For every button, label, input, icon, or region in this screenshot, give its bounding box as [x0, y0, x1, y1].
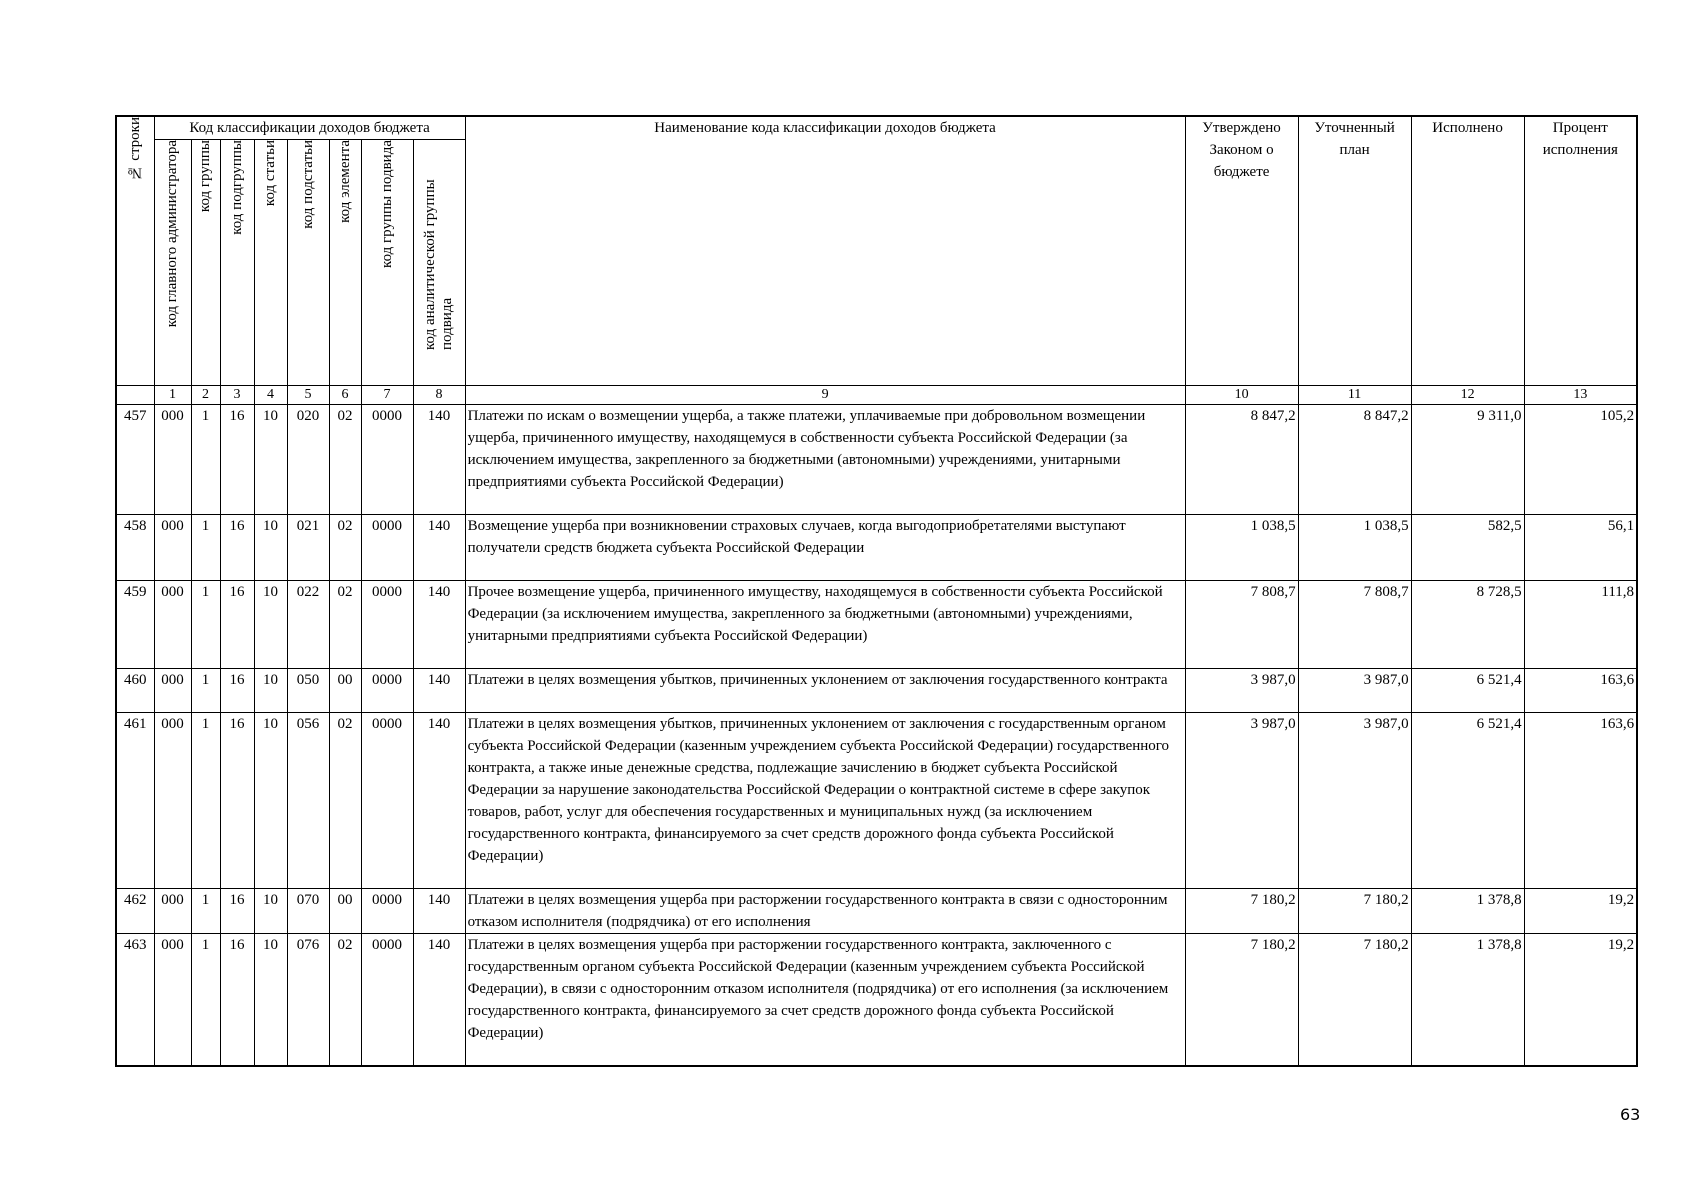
- executed-value: 1 378,8: [1411, 889, 1524, 934]
- admin-code: 000: [154, 889, 191, 934]
- percent-value: 56,1: [1524, 515, 1637, 581]
- column-number: 5: [287, 386, 329, 405]
- header-element-code: код элемента: [329, 140, 361, 386]
- group-code: 1: [191, 669, 220, 713]
- group-code: 1: [191, 515, 220, 581]
- analytic-group-code: 140: [413, 405, 465, 515]
- approved-value: 3 987,0: [1185, 669, 1298, 713]
- subtype-group-code: 0000: [361, 581, 413, 669]
- article-code: 10: [254, 515, 287, 581]
- column-number-row: [116, 386, 1637, 405]
- table-row: [116, 405, 1637, 515]
- column-number: 1: [154, 386, 191, 405]
- article-code: 10: [254, 889, 287, 934]
- subtype-group-code: 0000: [361, 405, 413, 515]
- group-code: 1: [191, 934, 220, 1066]
- article-code: 10: [254, 669, 287, 713]
- revenue-name: Платежи в целях возмещения ущерба при расторжении государственного контракта в связи с односторонним отказом исполнителя (подрядчика) от его исполнения: [465, 889, 1185, 934]
- table-row: [116, 515, 1637, 581]
- article-code: 10: [254, 934, 287, 1066]
- admin-code: 000: [154, 713, 191, 889]
- article-code: 10: [254, 581, 287, 669]
- table-row: [116, 713, 1637, 889]
- column-number: 3: [220, 386, 254, 405]
- admin-code: 000: [154, 515, 191, 581]
- analytic-group-code: 140: [413, 934, 465, 1066]
- refined-value: 3 987,0: [1298, 713, 1411, 889]
- revenue-name: Платежи в целях возмещения убытков, причиненных уклонением от заключения государственного контракта: [465, 669, 1185, 713]
- approved-value: 7 180,2: [1185, 889, 1298, 934]
- revenue-name: Платежи в целях возмещения ущерба при расторжении государственного контракта, заключенного с государственным органом субъекта Российской Федерации (казенным учреждением субъекта Российской Федерации), в связи с односторонним отказом исполнителя (подрядчика) от его исполнения (за исключением государственного контракта, финансируемого за счет средств дорожного фонда субъекта Российской Федерации): [465, 934, 1185, 1066]
- column-number: 12: [1411, 386, 1524, 405]
- analytic-group-code: 140: [413, 669, 465, 713]
- header-executed: Исполнено: [1411, 116, 1524, 386]
- approved-value: 3 987,0: [1185, 713, 1298, 889]
- row-number: 462: [116, 889, 154, 934]
- percent-value: 19,2: [1524, 889, 1637, 934]
- analytic-group-code: 140: [413, 515, 465, 581]
- subarticle-code: 021: [287, 515, 329, 581]
- column-number: 4: [254, 386, 287, 405]
- element-code: 02: [329, 405, 361, 515]
- column-number: 8: [413, 386, 465, 405]
- row-number: 463: [116, 934, 154, 1066]
- analytic-group-code: 140: [413, 713, 465, 889]
- group-code: 1: [191, 405, 220, 515]
- row-number: 459: [116, 581, 154, 669]
- header-name: Наименование кода классификации доходов бюджета: [465, 116, 1185, 386]
- column-number: 6: [329, 386, 361, 405]
- header-analytic-group-code: код аналитической группы подвида: [413, 140, 465, 386]
- row-number: 457: [116, 405, 154, 515]
- group-code: 1: [191, 581, 220, 669]
- subtype-group-code: 0000: [361, 889, 413, 934]
- subgroup-code: 16: [220, 581, 254, 669]
- table-row: [116, 889, 1637, 934]
- revenue-name: Платежи в целях возмещения убытков, причиненных уклонением от заключения с государственным органом субъекта Российской Федерации (казенным учреждением субъекта Российской Федерации) государственного контракта, а также иные денежные средства, подлежащие зачислению в бюджет субъекта Российской Федерации за нарушение законодательства Российской Федерации о контрактной системе в сфере закупок товаров, работ, услуг для обеспечения государственных и муниципальных нужд (за исключением государственного контракта, финансируемого за счет средств дорожного фонда субъекта Российской Федерации): [465, 713, 1185, 889]
- element-code: 02: [329, 515, 361, 581]
- subgroup-code: 16: [220, 713, 254, 889]
- revenue-name: Прочее возмещение ущерба, причиненного имуществу, находящемуся в собственности субъекта Российской Федерации (за исключением имущества, закрепленного за бюджетными (автономными) учреждениями, унитарными предприятиями субъекта Российской Федерации): [465, 581, 1185, 669]
- percent-value: 19,2: [1524, 934, 1637, 1066]
- header-percent: Процент исполнения: [1524, 116, 1637, 386]
- executed-value: 6 521,4: [1411, 669, 1524, 713]
- subtype-group-code: 0000: [361, 515, 413, 581]
- header-subtype-group-code: код группы подвида: [361, 140, 413, 386]
- admin-code: 000: [154, 581, 191, 669]
- subarticle-code: 070: [287, 889, 329, 934]
- subgroup-code: 16: [220, 405, 254, 515]
- refined-value: 8 847,2: [1298, 405, 1411, 515]
- header-group-code: код группы: [191, 140, 220, 386]
- element-code: 02: [329, 934, 361, 1066]
- approved-value: 1 038,5: [1185, 515, 1298, 581]
- revenue-table: [115, 115, 1638, 1067]
- subgroup-code: 16: [220, 669, 254, 713]
- analytic-group-code: 140: [413, 581, 465, 669]
- group-code: 1: [191, 889, 220, 934]
- percent-value: 105,2: [1524, 405, 1637, 515]
- column-number: 10: [1185, 386, 1298, 405]
- header-row-number: № строки: [116, 116, 154, 386]
- element-code: 00: [329, 889, 361, 934]
- approved-value: 7 180,2: [1185, 934, 1298, 1066]
- subarticle-code: 056: [287, 713, 329, 889]
- header-subgroup-code: код подгруппы: [220, 140, 254, 386]
- subgroup-code: 16: [220, 515, 254, 581]
- refined-value: 7 180,2: [1298, 934, 1411, 1066]
- subgroup-code: 16: [220, 889, 254, 934]
- column-number: 2: [191, 386, 220, 405]
- revenue-name: Возмещение ущерба при возникновении страховых случаев, когда выгодоприобретателями выступают получатели средств бюджета субъекта Российской Федерации: [465, 515, 1185, 581]
- subtype-group-code: 0000: [361, 934, 413, 1066]
- percent-value: 111,8: [1524, 581, 1637, 669]
- subarticle-code: 022: [287, 581, 329, 669]
- article-code: 10: [254, 405, 287, 515]
- column-number: 9: [465, 386, 1185, 405]
- subtype-group-code: 0000: [361, 669, 413, 713]
- executed-value: 6 521,4: [1411, 713, 1524, 889]
- table-row: [116, 669, 1637, 713]
- executed-value: 9 311,0: [1411, 405, 1524, 515]
- percent-value: 163,6: [1524, 669, 1637, 713]
- executed-value: 582,5: [1411, 515, 1524, 581]
- header-subarticle-code: код подстатьи: [287, 140, 329, 386]
- row-number: 460: [116, 669, 154, 713]
- group-code: 1: [191, 713, 220, 889]
- column-number: 11: [1298, 386, 1411, 405]
- header-approved: Утверждено Законом о бюджете: [1185, 116, 1298, 386]
- element-code: 02: [329, 713, 361, 889]
- subarticle-code: 020: [287, 405, 329, 515]
- refined-value: 7 180,2: [1298, 889, 1411, 934]
- column-number: 13: [1524, 386, 1637, 405]
- percent-value: 163,6: [1524, 713, 1637, 889]
- page-number: 63: [1620, 1105, 1641, 1124]
- subtype-group-code: 0000: [361, 713, 413, 889]
- article-code: 10: [254, 713, 287, 889]
- table-row: [116, 581, 1637, 669]
- header-refined-plan: Уточненный план: [1298, 116, 1411, 386]
- element-code: 02: [329, 581, 361, 669]
- refined-value: 1 038,5: [1298, 515, 1411, 581]
- table-row: [116, 934, 1637, 1066]
- admin-code: 000: [154, 934, 191, 1066]
- refined-value: 3 987,0: [1298, 669, 1411, 713]
- approved-value: 8 847,2: [1185, 405, 1298, 515]
- header-article-code: код статьи: [254, 140, 287, 386]
- approved-value: 7 808,7: [1185, 581, 1298, 669]
- analytic-group-code: 140: [413, 889, 465, 934]
- row-number: 458: [116, 515, 154, 581]
- admin-code: 000: [154, 669, 191, 713]
- executed-value: 8 728,5: [1411, 581, 1524, 669]
- executed-value: 1 378,8: [1411, 934, 1524, 1066]
- row-number: 461: [116, 713, 154, 889]
- subarticle-code: 050: [287, 669, 329, 713]
- element-code: 00: [329, 669, 361, 713]
- header-admin-code: код главного администратора: [154, 140, 191, 386]
- subarticle-code: 076: [287, 934, 329, 1066]
- revenue-name: Платежи по искам о возмещении ущерба, а также платежи, уплачиваемые при добровольном возмещении ущерба, причиненного имуществу, находящемуся в собственности субъекта Российской Федерации (за исключением имущества, закрепленного за бюджетными (автономными) учреждениями, унитарными предприятиями субъекта Российской Федерации): [465, 405, 1185, 515]
- column-number: 7: [361, 386, 413, 405]
- admin-code: 000: [154, 405, 191, 515]
- subgroup-code: 16: [220, 934, 254, 1066]
- refined-value: 7 808,7: [1298, 581, 1411, 669]
- header-classification-code: Код классификации доходов бюджета: [154, 116, 465, 140]
